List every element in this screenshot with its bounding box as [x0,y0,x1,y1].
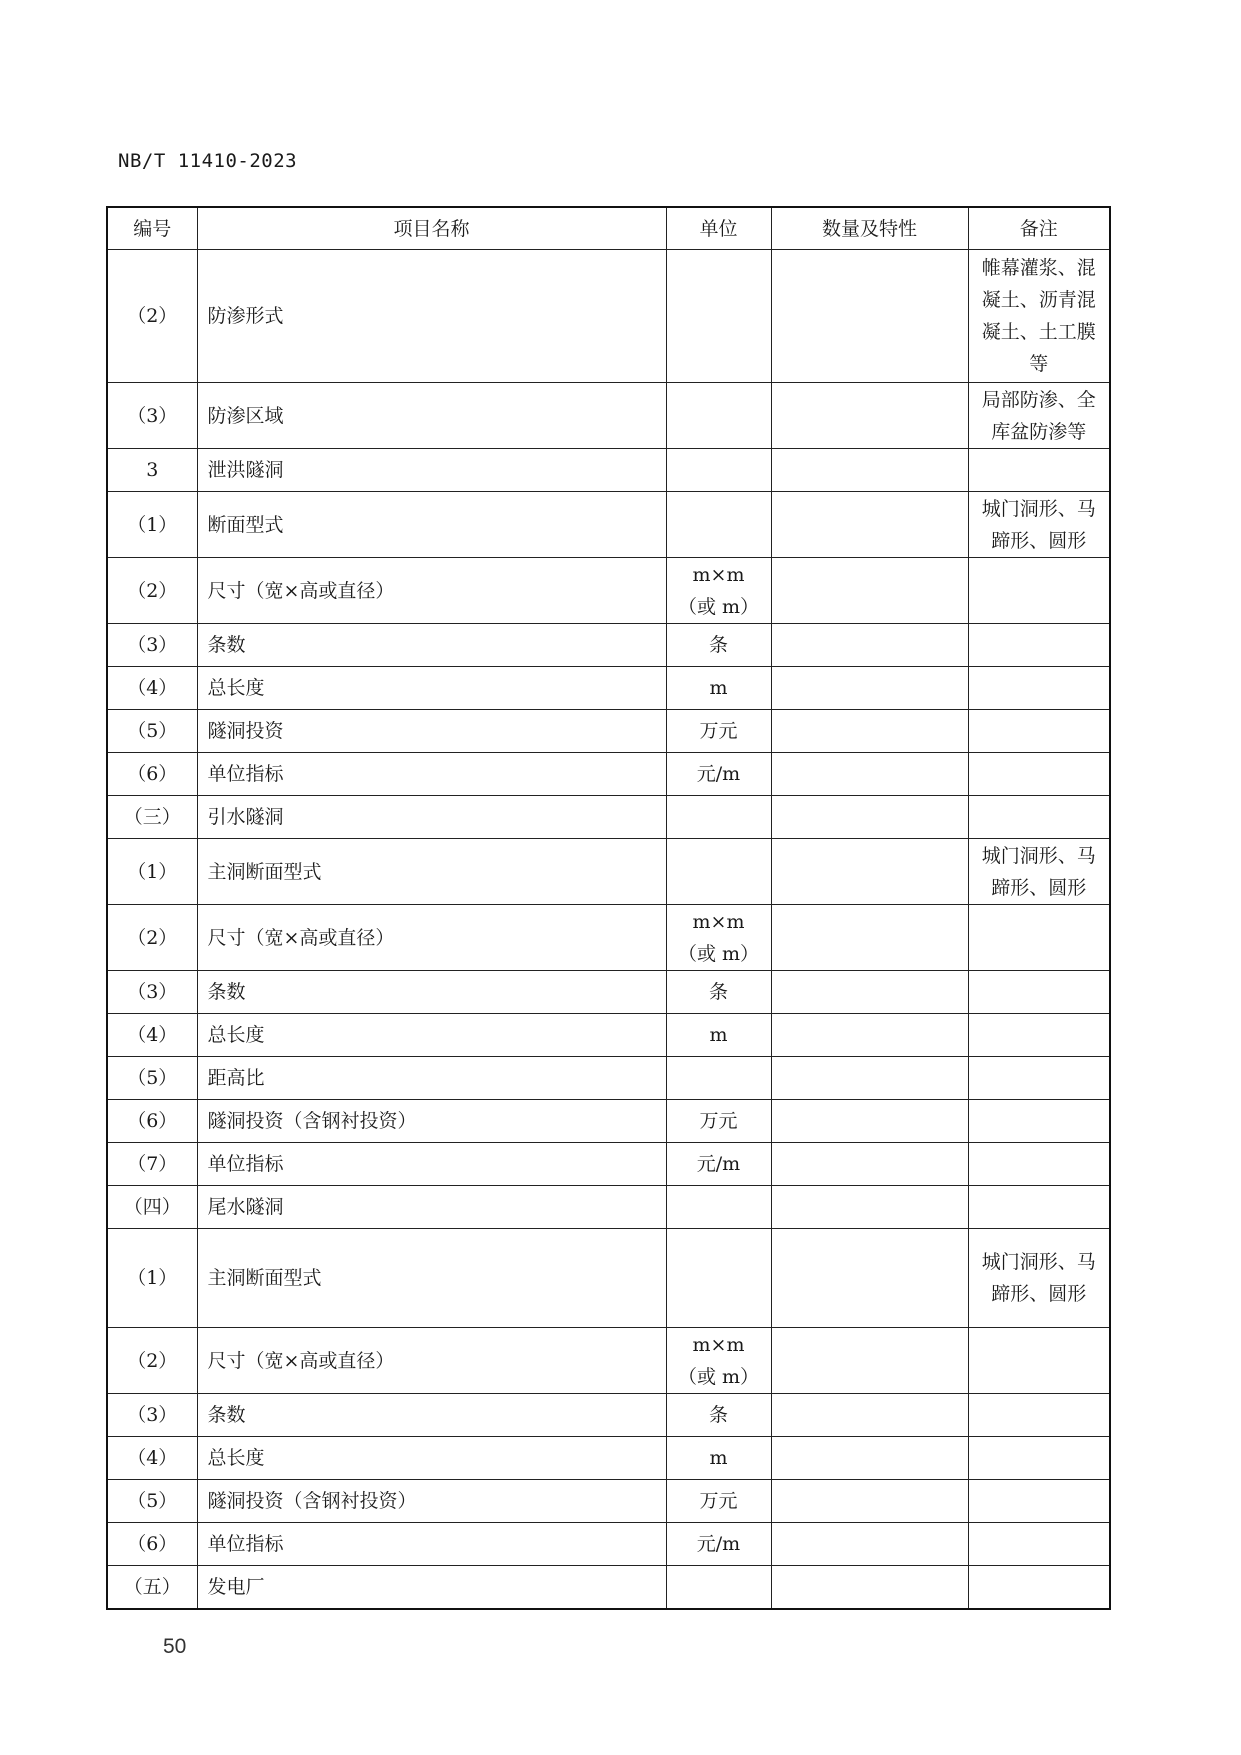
col-header-remarks: 备注 [968,207,1110,250]
item-code: （1） [107,839,197,905]
item-name: 距高比 [197,1057,666,1100]
item-unit [666,449,771,492]
table-row [107,796,1110,839]
item-code: （7） [107,1143,197,1186]
item-remarks [968,1014,1110,1057]
item-unit: m [666,1014,771,1057]
item-name: 条数 [197,624,666,667]
item-name: 尺寸（宽×高或直径） [197,1328,666,1394]
item-unit [666,250,771,383]
table-row [107,1328,1110,1394]
item-quantity [771,1057,968,1100]
item-unit: m×m（或 m） [666,905,771,971]
item-name: 单位指标 [197,753,666,796]
item-quantity [771,250,968,383]
item-remarks [968,905,1110,971]
item-quantity [771,905,968,971]
item-remarks: 城门洞形、马蹄形、圆形 [968,839,1110,905]
item-name: 隧洞投资（含钢衬投资） [197,1480,666,1523]
item-remarks: 城门洞形、马蹄形、圆形 [968,1229,1110,1328]
item-unit [666,492,771,558]
table-row [107,710,1110,753]
table-row [107,1186,1110,1229]
item-name: 条数 [197,1394,666,1437]
item-quantity [771,1229,968,1328]
table-header [107,207,1110,250]
item-code: （5） [107,1480,197,1523]
item-name: 尺寸（宽×高或直径） [197,905,666,971]
item-remarks: 帷幕灌浆、混凝土、沥青混凝土、土工膜等 [968,250,1110,383]
page-number: 50 [163,1635,187,1658]
item-name: 条数 [197,971,666,1014]
table-row [107,753,1110,796]
table-row [107,905,1110,971]
table-row [107,839,1110,905]
item-unit: 条 [666,971,771,1014]
item-remarks [968,558,1110,624]
item-name: 泄洪隧洞 [197,449,666,492]
item-name: 总长度 [197,667,666,710]
document-code: NB/T 11410-2023 [118,150,298,172]
item-name: 断面型式 [197,492,666,558]
item-unit: m [666,667,771,710]
table-row [107,492,1110,558]
item-code: （五） [107,1566,197,1610]
item-remarks [968,1566,1110,1610]
table-row [107,1014,1110,1057]
item-code: （1） [107,1229,197,1328]
table-row [107,971,1110,1014]
item-name: 引水隧洞 [197,796,666,839]
table-row [107,1480,1110,1523]
item-name: 尺寸（宽×高或直径） [197,558,666,624]
item-quantity [771,1523,968,1566]
item-remarks [968,449,1110,492]
item-remarks [968,971,1110,1014]
item-code: （5） [107,710,197,753]
item-unit: 元/m [666,753,771,796]
item-quantity [771,624,968,667]
item-unit: 万元 [666,710,771,753]
item-remarks [968,1437,1110,1480]
item-unit: 万元 [666,1100,771,1143]
item-unit: 元/m [666,1143,771,1186]
table-row [107,1057,1110,1100]
item-remarks [968,710,1110,753]
item-quantity [771,1186,968,1229]
item-code: （2） [107,1328,197,1394]
item-quantity [771,492,968,558]
item-unit: 万元 [666,1480,771,1523]
item-quantity [771,667,968,710]
item-remarks: 局部防渗、全库盆防渗等 [968,383,1110,449]
item-code: （4） [107,667,197,710]
table-row [107,624,1110,667]
specification-table [106,206,1111,1610]
item-code: （2） [107,250,197,383]
item-name: 隧洞投资（含钢衬投资） [197,1100,666,1143]
item-quantity [771,839,968,905]
item-name: 主洞断面型式 [197,1229,666,1328]
item-name: 单位指标 [197,1143,666,1186]
item-unit: m [666,1437,771,1480]
item-remarks [968,624,1110,667]
item-unit [666,1229,771,1328]
item-remarks: 城门洞形、马蹄形、圆形 [968,492,1110,558]
table-row [107,1437,1110,1480]
table-row [107,250,1110,383]
item-unit [666,796,771,839]
item-code: 3 [107,449,197,492]
item-code: （6） [107,1100,197,1143]
col-header-name: 项目名称 [197,207,666,250]
table-row [107,1229,1110,1328]
table-row [107,1143,1110,1186]
item-unit: m×m（或 m） [666,1328,771,1394]
item-name: 发电厂 [197,1566,666,1610]
item-quantity [771,383,968,449]
item-code: （三） [107,796,197,839]
col-header-unit: 单位 [666,207,771,250]
item-quantity [771,796,968,839]
item-quantity [771,558,968,624]
item-quantity [771,1480,968,1523]
item-unit: m×m（或 m） [666,558,771,624]
item-code: （2） [107,558,197,624]
item-remarks [968,1100,1110,1143]
table-row [107,1523,1110,1566]
table-row [107,1100,1110,1143]
item-quantity [771,1014,968,1057]
item-name: 尾水隧洞 [197,1186,666,1229]
item-name: 主洞断面型式 [197,839,666,905]
item-code: （4） [107,1014,197,1057]
item-quantity [771,1143,968,1186]
table-row [107,1566,1110,1610]
table-row [107,449,1110,492]
item-name: 总长度 [197,1437,666,1480]
item-unit [666,383,771,449]
item-code: （4） [107,1437,197,1480]
item-name: 总长度 [197,1014,666,1057]
item-remarks [968,1057,1110,1100]
table-row [107,383,1110,449]
item-name: 防渗区域 [197,383,666,449]
table-row [107,667,1110,710]
col-header-quantity: 数量及特性 [771,207,968,250]
item-remarks [968,753,1110,796]
item-code: （3） [107,1394,197,1437]
item-quantity [771,1394,968,1437]
item-remarks [968,1328,1110,1394]
item-quantity [771,710,968,753]
item-remarks [968,1186,1110,1229]
item-code: （3） [107,971,197,1014]
item-remarks [968,1480,1110,1523]
header-row [107,207,1110,250]
item-name: 防渗形式 [197,250,666,383]
table-row [107,1394,1110,1437]
item-unit [666,1566,771,1610]
item-remarks [968,796,1110,839]
item-unit: 条 [666,1394,771,1437]
item-quantity [771,1100,968,1143]
item-name: 单位指标 [197,1523,666,1566]
item-code: （5） [107,1057,197,1100]
item-remarks [968,1143,1110,1186]
item-quantity [771,1566,968,1610]
item-unit [666,839,771,905]
item-quantity [771,971,968,1014]
item-remarks [968,667,1110,710]
item-quantity [771,1437,968,1480]
item-code: （6） [107,1523,197,1566]
item-remarks [968,1394,1110,1437]
col-header-code: 编号 [107,207,197,250]
item-unit [666,1057,771,1100]
item-quantity [771,449,968,492]
item-code: （6） [107,753,197,796]
item-unit: 条 [666,624,771,667]
item-code: （1） [107,492,197,558]
item-unit [666,1186,771,1229]
item-quantity [771,753,968,796]
table-row [107,558,1110,624]
item-unit: 元/m [666,1523,771,1566]
item-code: （2） [107,905,197,971]
item-remarks [968,1523,1110,1566]
table-body [107,250,1110,1610]
item-code: （四） [107,1186,197,1229]
item-quantity [771,1328,968,1394]
item-code: （3） [107,383,197,449]
item-code: （3） [107,624,197,667]
item-name: 隧洞投资 [197,710,666,753]
